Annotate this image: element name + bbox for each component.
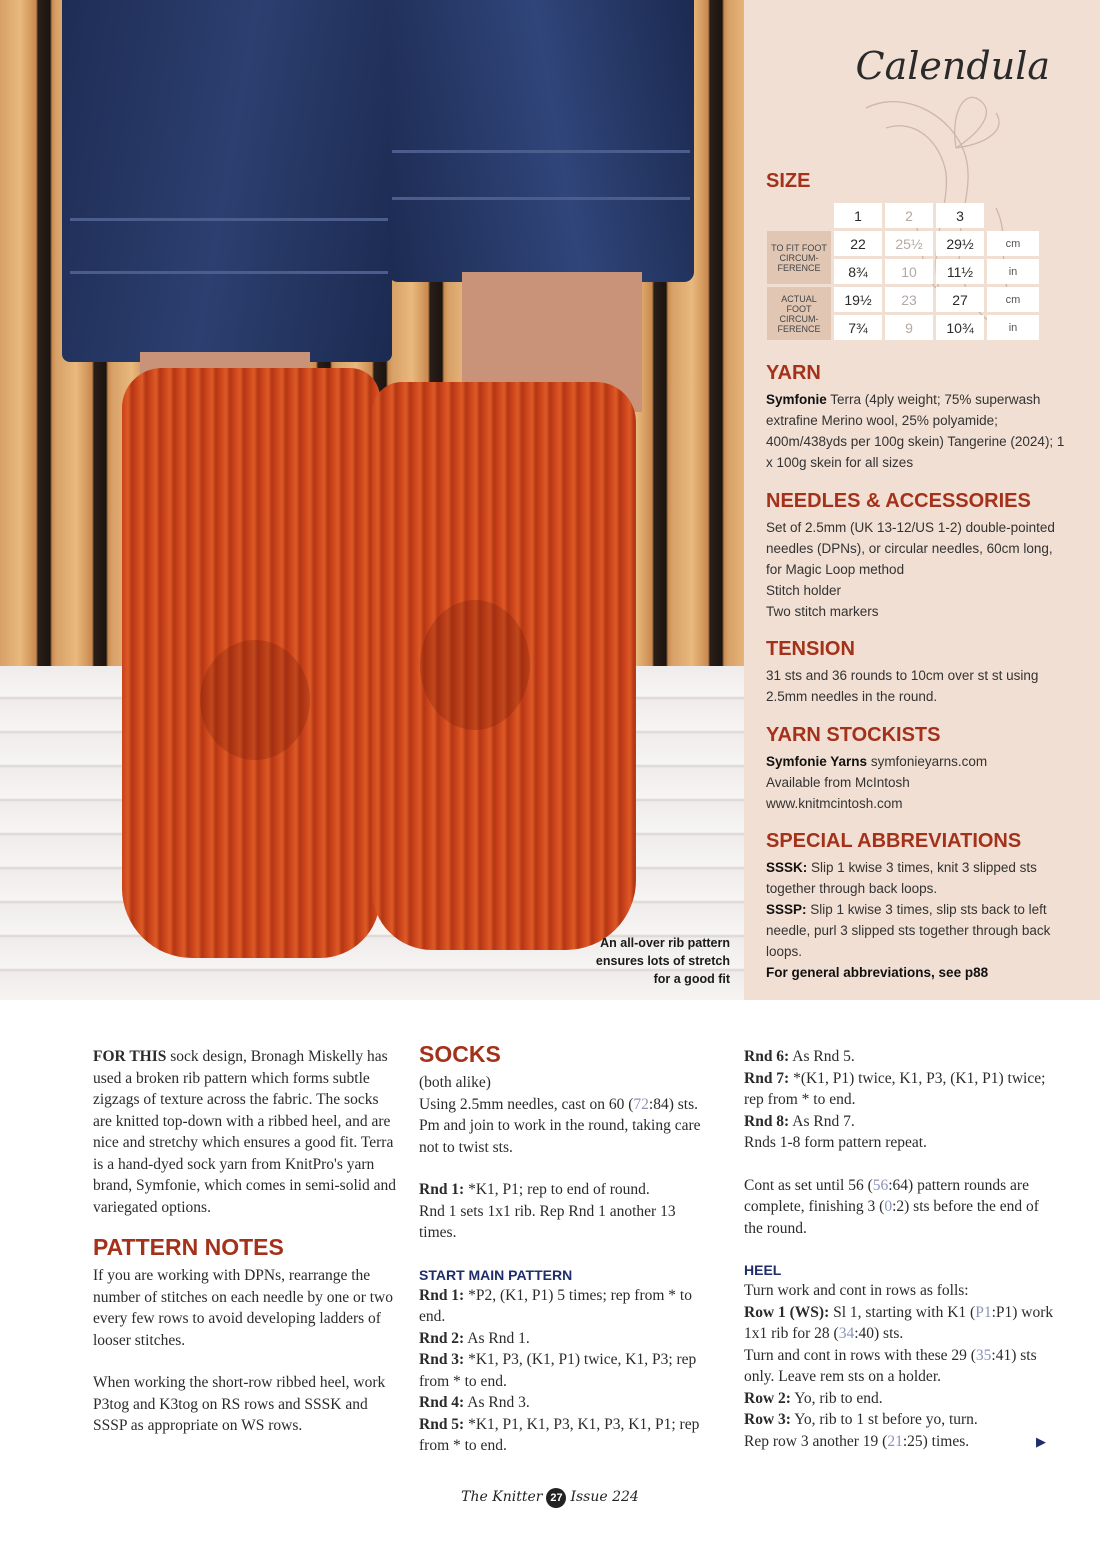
heel-shadow-right bbox=[420, 600, 530, 730]
actual-cm-row: ACTUAL FOOT CIRCUM-FERENCE 19½ 23 27 cm bbox=[767, 287, 1039, 312]
tension-heading: TENSION bbox=[766, 638, 855, 660]
yarn-heading: YARN bbox=[766, 362, 821, 384]
magazine-name: The Knitter bbox=[461, 1489, 543, 1505]
photo-caption: An all-over rib pattern ensures lots of stretch for a good fit bbox=[595, 936, 730, 986]
issue-number: Issue 224 bbox=[570, 1489, 639, 1505]
hero-photo bbox=[0, 0, 744, 1000]
size-3: 3 bbox=[936, 203, 984, 228]
heel-heading: HEEL bbox=[744, 1262, 782, 1278]
abbreviations-heading: SPECIAL ABBREVIATIONS bbox=[766, 830, 1022, 852]
size-table bbox=[764, 200, 1042, 343]
actual-label: ACTUAL FOOT CIRCUM-FERENCE bbox=[767, 287, 831, 340]
page-footer bbox=[0, 1488, 1100, 1508]
start-main-pattern-heading: START MAIN PATTERN bbox=[419, 1266, 573, 1283]
size-2: 2 bbox=[885, 203, 933, 228]
column-1: FOR THIS sock design, Bronagh Miskelly has used a broken rib pattern which forms subtle zigzags of texture across the fabric. The socks are knitted top-down with a ribbed heel, and are nice and stretchy which ensures a good fit. Terra is a hand-dyed sock yarn from KnitPro's yarn brand, Symfonie, which comes in semi-solid and variegated options. PATTERN NOTES If you are working with DPNs, rearrange the number of stitches on each needle by one or two every few rows to avoid developing ladders of looser stitches. When working the short-row ribbed heel, work P3tog and K3tog on RS rows and SSSK and SSSP as appropriate on WS rows. bbox=[93, 1046, 399, 1458]
to-fit-cm-row: TO FIT FOOT CIRCUM-FERENCE 22 25½ 29½ cm bbox=[767, 231, 1039, 256]
page-number: 27 bbox=[546, 1488, 566, 1508]
socks-heading: SOCKS bbox=[419, 1041, 501, 1067]
jeans-left-leg bbox=[62, 0, 392, 362]
intro-paragraph: FOR THIS sock design, Bronagh Miskelly has used a broken rib pattern which forms subtle zigzags of texture across the fabric. The socks are knitted top-down with a ribbed heel, and are nice and stretchy which ensures a good fit. Terra is a hand-dyed sock yarn from KnitPro's yarn brand, Symfonie, which comes in semi-solid and variegated options. bbox=[93, 1048, 397, 1216]
heel-shadow-left bbox=[200, 640, 310, 760]
continue-arrow-icon: ▶ bbox=[1036, 1434, 1046, 1449]
stockists-section: YARN STOCKISTS Symfonie Yarns symfonieyarns.com Available from McIntosh www.knitmcintosh.com bbox=[766, 724, 1066, 814]
pattern-title: Calendula bbox=[855, 44, 1050, 88]
column-2: SOCKS (both alike) Using 2.5mm needles, cast on 60 (72:84) sts. Pm and join to work in the round, taking care not to twist sts. Rnd 1: *K1, P1; rep to end of round. Rnd 1 sets 1x1 rib. Rep Rnd 1 another 13 times. START MAIN PATTERN Rnd 1: *P2, (K1, P1) 5 times; rep from * to end. Rnd 2: As Rnd 1. Rnd 3: *K1, P3, (K1, P1) twice, K1, P3; rep from * to end. Rnd 4: As Rnd 3. Rnd 5: *K1, P1, K1, P3, K1, P3, K1, P1; rep from * to end. bbox=[419, 1040, 711, 1457]
stockists-heading: YARN STOCKISTS bbox=[766, 724, 941, 746]
jeans-cuff-left bbox=[70, 218, 388, 274]
jeans-right-leg bbox=[388, 0, 694, 282]
to-fit-label: TO FIT FOOT CIRCUM-FERENCE bbox=[767, 231, 831, 284]
yarn-section: YARN Symfonie Terra (4ply weight; 75% superwash extrafine Merino wool, 25% polyamide; 400m/438yds per 100g skein) Tangerine (2024); 1 x 100g skein for all sizes bbox=[766, 362, 1065, 470]
size-header-row bbox=[767, 203, 1039, 228]
abbreviations-section: SPECIAL ABBREVIATIONS SSSK: Slip 1 kwise 3 times, knit 3 slipped sts together through back loops. SSSP: Slip 1 kwise 3 times, slip sts back to left needle, purl 3 slipped sts together through back loops. For general abbreviations, see p88 bbox=[766, 830, 1066, 983]
pattern-notes-heading: PATTERN NOTES bbox=[93, 1234, 284, 1260]
column-3: Rnd 6: As Rnd 5. Rnd 7: *(K1, P1) twice, K1, P3, (K1, P1) twice; rep from * to end. Rnd 8: As Rnd 7. Rnds 1-8 form pattern repeat. Cont as set until 56 (56:64) pattern rounds are complete, finishing 3 (0:2) sts before the end of the round. HEEL Turn work and cont in rows as folls: Row 1 (WS): Sl 1, starting with K1 (P1:P1) work 1x1 rib for 28 (34:40) sts. Turn and cont in rows with these 29 (35:41) sts only. Leave rem sts on a holder. Row 2: Yo, rib to end. Row 3: Yo, rib to 1 st before yo, turn. Rep row 3 another 19 (21:25) times. bbox=[744, 1048, 1054, 1450]
jeans-cuff-right bbox=[392, 150, 690, 200]
needles-heading: NEEDLES & ACCESSORIES bbox=[766, 490, 1031, 512]
actual-in-row: 7¾ 9 10¾ in bbox=[767, 315, 1039, 340]
tension-section: TENSION 31 sts and 36 rounds to 10cm over st st using 2.5mm needles in the round. bbox=[766, 638, 1066, 707]
needles-section: NEEDLES & ACCESSORIES Set of 2.5mm (UK 13-12/US 1-2) double-pointed needles (DPNs), or circular needles, 60cm long, for Magic Loop method Stitch holder Two stitch markers bbox=[766, 490, 1066, 622]
to-fit-in-row: 8¾ 10 11½ in bbox=[767, 259, 1039, 284]
size-heading: SIZE bbox=[766, 170, 811, 192]
size-1: 1 bbox=[834, 203, 882, 228]
